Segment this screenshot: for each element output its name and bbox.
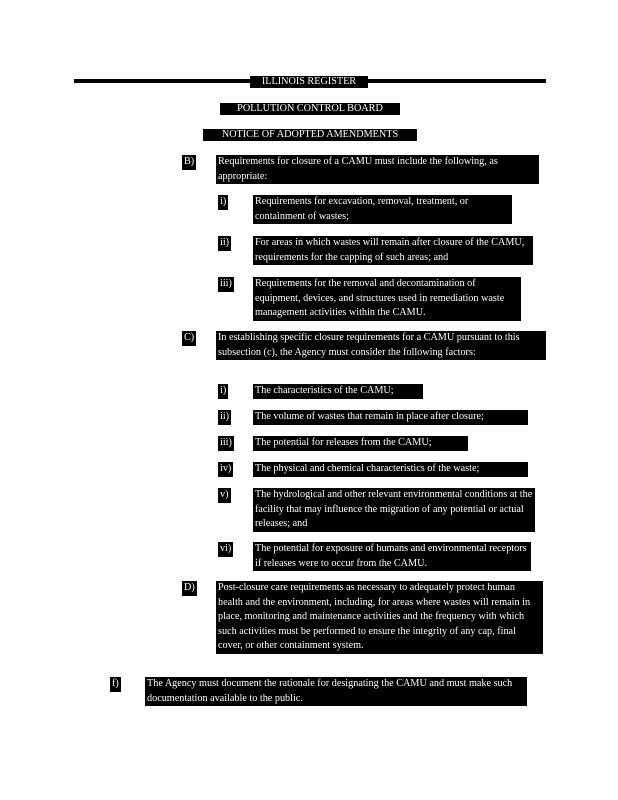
item-text-c-vi-body: The potential for exposure of humans and environmental receptors if releases were to occur from the CAMU.: [253, 542, 531, 571]
register-title: ILLINOIS REGISTER: [250, 76, 368, 88]
item-text-c-v: [253, 488, 535, 532]
item-text-c-iv: [253, 462, 528, 477]
item-label-b-i: i): [218, 195, 228, 210]
notice-title: NOTICE OF ADOPTED AMENDMENTS: [203, 129, 417, 141]
item-label-c-iii: iii): [218, 436, 234, 451]
item-text-b-i-body: Requirements for excavation, removal, treatment, or containment of wastes;: [253, 195, 512, 224]
item-label-c-iv: iv): [218, 462, 233, 477]
item-text-b-iii: [253, 277, 521, 321]
item-label-c-i: i): [218, 384, 228, 399]
item-text-c-vi: [253, 542, 531, 571]
item-text-c-i: [253, 384, 423, 399]
item-label-d: D): [182, 581, 197, 596]
item-text-c-iii-body: The potential for releases from the CAMU;: [253, 436, 468, 451]
item-text-b-ii-body: For areas in which wastes will remain after closure of the CAMU, requirements for the capping of such areas; and: [253, 236, 533, 265]
item-text-b-iii-body: Requirements for the removal and decontamination of equipment, devices, and structures used in remediation waste management activities within the CAMU.: [253, 277, 521, 321]
item-text-c-iv-body: The physical and chemical characteristics of the waste;: [253, 462, 528, 477]
item-text-c-ii-body: The volume of wastes that remain in place after closure;: [253, 410, 528, 425]
item-label-f: f): [110, 677, 121, 692]
item-text-b-body: Requirements for closure of a CAMU must include the following, as appropriate:: [216, 155, 539, 184]
item-label-c-v: v): [218, 488, 231, 503]
item-text-d: [216, 581, 543, 654]
item-text-c-v-body: The hydrological and other relevant environmental conditions at the facility that may influence the migration of any potential or actual releases; and: [253, 488, 535, 532]
item-text-f-body: The Agency must document the rationale for designating the CAMU and must make such documentation available to the public.: [145, 677, 527, 706]
item-label-c-vi: vi): [218, 542, 233, 557]
item-label-b: B): [182, 155, 196, 170]
item-text-f: [145, 677, 527, 706]
item-label-c-ii: ii): [218, 410, 231, 425]
item-text-c-iii: [253, 436, 468, 451]
item-text-c-i-body: The characteristics of the CAMU;: [253, 384, 423, 399]
item-label-b-iii: iii): [218, 277, 234, 292]
item-text-d-body: Post-closure care requirements as necessary to adequately protect human health and the environment, including, for areas where wastes will remain in place, monitoring and maintenance activities and the frequency with which such activities must be performed to ensure the integrity of any cap, final cover, or other containment system.: [216, 581, 543, 654]
item-label-c: C): [182, 331, 196, 346]
board-title: POLLUTION CONTROL BOARD: [220, 103, 400, 115]
item-text-c-ii: [253, 410, 528, 425]
item-text-b-i: [253, 195, 512, 224]
item-text-b: [216, 155, 539, 184]
item-text-b-ii: [253, 236, 533, 265]
item-text-c: [216, 331, 546, 360]
item-text-c-body: In establishing specific closure requirements for a CAMU pursuant to this subsection (c), the Agency must consider the following factors:: [216, 331, 546, 360]
item-label-b-ii: ii): [218, 236, 231, 251]
